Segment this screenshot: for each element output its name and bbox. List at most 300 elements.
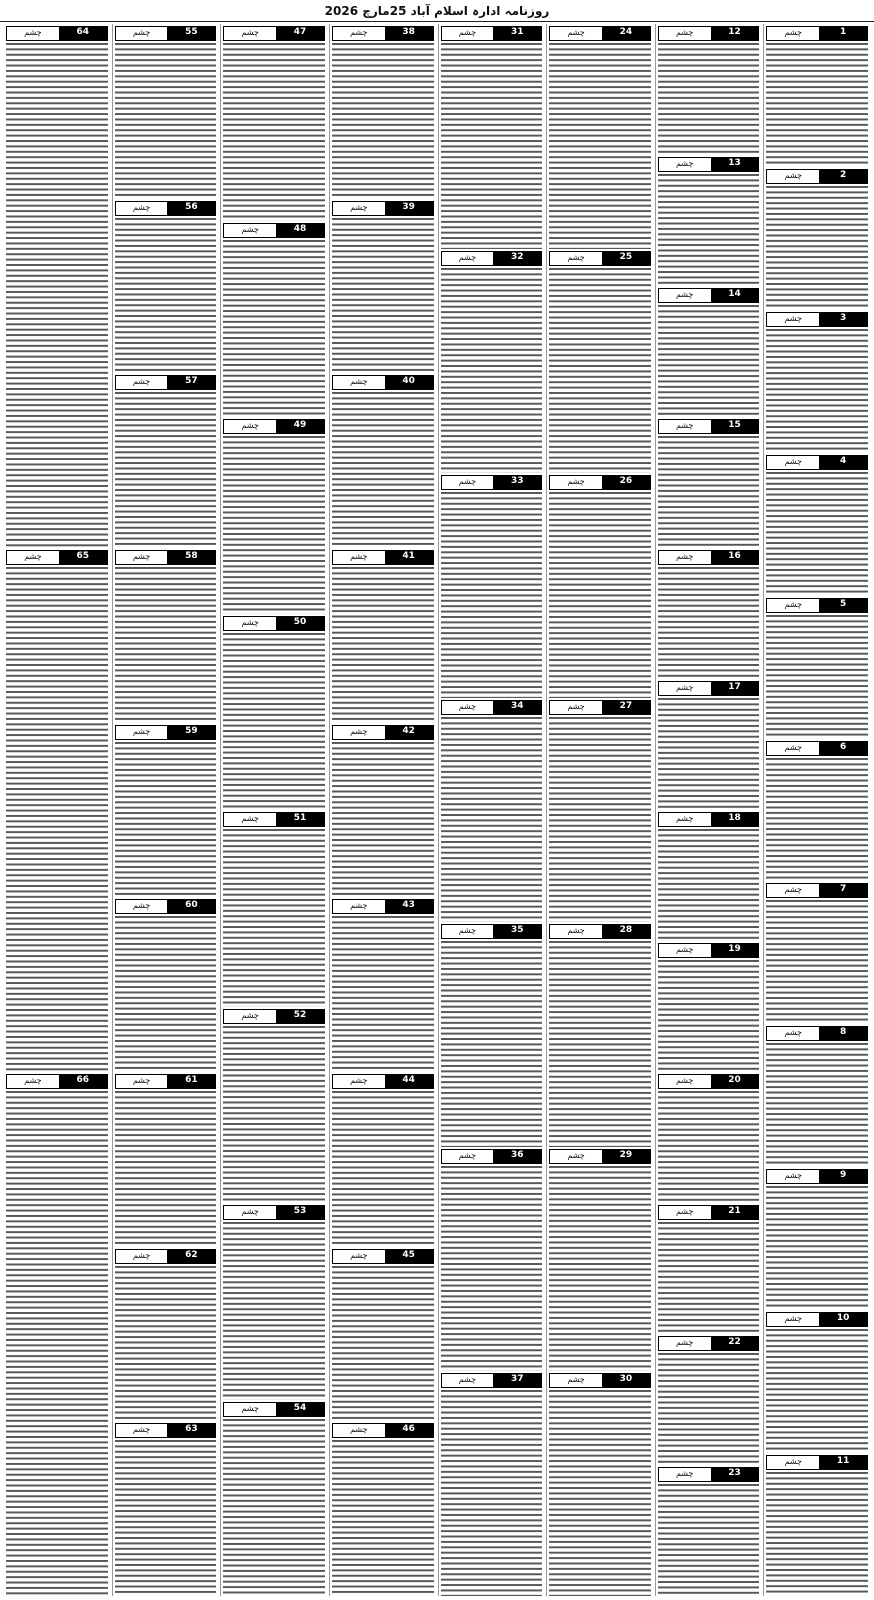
news-item — [766, 1167, 868, 1310]
news-item — [332, 1072, 434, 1247]
item-tag: چشم — [224, 813, 276, 826]
item-number: 46 — [385, 1424, 433, 1437]
news-item — [332, 1421, 434, 1596]
item-number-bar — [766, 169, 868, 184]
item-body-text — [223, 1419, 325, 1597]
item-number: 11 — [819, 1456, 867, 1469]
item-tag: چشم — [7, 551, 59, 564]
item-number-bar — [549, 26, 651, 41]
item-number-bar — [658, 1336, 760, 1351]
item-number: 63 — [167, 1424, 215, 1437]
item-tag: چشم — [767, 313, 819, 326]
item-body-text — [115, 1091, 217, 1247]
item-number-bar — [766, 455, 868, 470]
item-tag: چشم — [116, 551, 168, 564]
item-body-text — [549, 941, 651, 1147]
item-number-bar — [115, 375, 217, 390]
item-number-bar — [658, 288, 760, 303]
item-number-bar — [115, 201, 217, 216]
item-number-bar — [441, 26, 543, 41]
item-number: 55 — [167, 27, 215, 40]
news-item — [658, 286, 760, 417]
item-number: 33 — [493, 476, 541, 489]
item-number: 39 — [385, 202, 433, 215]
item-body-text — [766, 43, 868, 167]
news-item — [658, 941, 760, 1072]
news-item — [549, 249, 651, 474]
item-body-text — [332, 567, 434, 723]
item-number-bar — [658, 943, 760, 958]
item-tag: چشم — [767, 742, 819, 755]
item-body-text — [115, 916, 217, 1072]
item-number: 10 — [819, 1313, 867, 1326]
item-tag: چشم — [767, 1456, 819, 1469]
item-number: 5 — [819, 599, 867, 612]
item-body-text — [332, 218, 434, 374]
news-item — [223, 1400, 325, 1597]
item-tag: چشم — [659, 289, 711, 302]
item-number: 47 — [276, 27, 324, 40]
item-number-bar — [766, 883, 868, 898]
news-item — [766, 310, 868, 453]
news-item — [223, 221, 325, 418]
item-body-text — [441, 941, 543, 1147]
item-tag: چشم — [224, 617, 276, 630]
news-item — [658, 417, 760, 548]
item-body-text — [332, 392, 434, 548]
item-number-bar — [658, 1074, 760, 1089]
item-tag: چشم — [550, 701, 602, 714]
item-number: 27 — [602, 701, 650, 714]
item-body-text — [223, 436, 325, 614]
news-item — [549, 473, 651, 698]
item-number: 57 — [167, 376, 215, 389]
news-item — [115, 373, 217, 548]
news-item — [441, 922, 543, 1147]
news-item — [332, 548, 434, 723]
item-body-text — [223, 829, 325, 1007]
item-tag: چشم — [659, 1206, 711, 1219]
item-number: 26 — [602, 476, 650, 489]
news-item — [658, 155, 760, 286]
item-number-bar — [658, 681, 760, 696]
item-body-text — [766, 758, 868, 882]
item-body-text — [223, 633, 325, 811]
item-body-text — [441, 43, 543, 249]
item-number-bar — [115, 26, 217, 41]
item-body-text — [441, 717, 543, 923]
item-tag: چشم — [767, 1170, 819, 1183]
item-body-text — [766, 472, 868, 596]
item-body-text — [658, 698, 760, 810]
item-number-bar — [766, 1312, 868, 1327]
news-column — [329, 24, 436, 1596]
item-number-bar — [115, 550, 217, 565]
item-body-text — [658, 43, 760, 155]
item-number-bar — [223, 1402, 325, 1417]
item-number: 37 — [493, 1374, 541, 1387]
item-body-text — [332, 1266, 434, 1422]
news-item — [658, 1072, 760, 1203]
item-number: 15 — [711, 420, 759, 433]
item-tag: چشم — [333, 27, 385, 40]
item-number-bar — [441, 700, 543, 715]
news-item — [766, 453, 868, 596]
news-item — [658, 1203, 760, 1334]
news-item — [115, 897, 217, 1072]
item-number: 56 — [167, 202, 215, 215]
news-item — [658, 1465, 760, 1596]
news-item — [223, 1007, 325, 1204]
item-number-bar — [658, 812, 760, 827]
item-number: 58 — [167, 551, 215, 564]
item-tag: چشم — [550, 1374, 602, 1387]
item-number-bar — [115, 1249, 217, 1264]
news-item — [332, 24, 434, 199]
item-tag: چشم — [659, 27, 711, 40]
item-body-text — [115, 1266, 217, 1422]
item-number-bar — [549, 1149, 651, 1164]
page-title: روزنامہ ادارہ اسلام آباد 25مارچ 2026 — [324, 3, 550, 18]
item-tag: چشم — [659, 158, 711, 171]
item-body-text — [766, 186, 868, 310]
news-column — [4, 24, 110, 1596]
item-body-text — [223, 1026, 325, 1204]
item-number: 6 — [819, 742, 867, 755]
item-number-bar — [223, 1009, 325, 1024]
item-number: 16 — [711, 551, 759, 564]
item-number-bar — [441, 475, 543, 490]
item-tag: چشم — [333, 376, 385, 389]
news-item — [658, 1334, 760, 1465]
item-tag: چشم — [767, 1313, 819, 1326]
item-number: 61 — [167, 1075, 215, 1088]
news-item — [766, 167, 868, 310]
page-header — [0, 0, 874, 22]
item-tag: چشم — [7, 27, 59, 40]
item-body-text — [115, 742, 217, 898]
item-tag: چشم — [442, 925, 494, 938]
item-number: 59 — [167, 726, 215, 739]
news-item — [766, 1310, 868, 1453]
item-number: 29 — [602, 1150, 650, 1163]
item-body-text — [332, 1440, 434, 1596]
item-body-text — [766, 329, 868, 453]
news-item — [766, 881, 868, 1024]
news-item — [549, 1371, 651, 1596]
item-body-text — [223, 1222, 325, 1400]
item-number: 12 — [711, 27, 759, 40]
item-number: 28 — [602, 925, 650, 938]
news-item — [223, 417, 325, 614]
item-number-bar — [658, 1467, 760, 1482]
item-number: 22 — [711, 1337, 759, 1350]
item-number-bar — [766, 741, 868, 756]
item-tag: چشم — [767, 599, 819, 612]
item-number-bar — [115, 725, 217, 740]
item-number-bar — [766, 26, 868, 41]
item-tag: چشم — [333, 1075, 385, 1088]
item-body-text — [766, 1043, 868, 1167]
item-number: 35 — [493, 925, 541, 938]
item-tag: چشم — [550, 1150, 602, 1163]
item-body-text — [332, 1091, 434, 1247]
news-item — [115, 723, 217, 898]
item-number: 19 — [711, 944, 759, 957]
news-item — [115, 1072, 217, 1247]
item-number: 62 — [167, 1250, 215, 1263]
item-body-text — [658, 567, 760, 679]
news-item — [332, 1247, 434, 1422]
item-tag: چشم — [116, 376, 168, 389]
item-body-text — [441, 1166, 543, 1372]
item-tag: چشم — [442, 1150, 494, 1163]
item-number: 20 — [711, 1075, 759, 1088]
item-tag: چشم — [116, 1250, 168, 1263]
news-item — [549, 922, 651, 1147]
item-number-bar — [332, 725, 434, 740]
item-number: 65 — [59, 551, 107, 564]
news-item — [332, 199, 434, 374]
news-item — [658, 810, 760, 941]
news-item — [223, 614, 325, 811]
news-item — [766, 739, 868, 882]
item-number-bar — [658, 1205, 760, 1220]
item-body-text — [332, 916, 434, 1072]
news-item — [658, 679, 760, 810]
item-body-text — [766, 1329, 868, 1453]
item-tag: چشم — [333, 551, 385, 564]
item-tag: چشم — [550, 27, 602, 40]
news-item — [223, 24, 325, 221]
news-item — [766, 1453, 868, 1596]
item-body-text — [223, 240, 325, 418]
item-tag: چشم — [659, 944, 711, 957]
item-number: 2 — [819, 170, 867, 183]
item-body-text — [766, 900, 868, 1024]
item-number: 48 — [276, 224, 324, 237]
item-tag: چشم — [442, 252, 494, 265]
item-tag: چشم — [767, 170, 819, 183]
item-number-bar — [6, 1074, 108, 1089]
item-tag: چشم — [116, 900, 168, 913]
item-tag: چشم — [659, 551, 711, 564]
item-body-text — [658, 1484, 760, 1596]
item-number: 7 — [819, 884, 867, 897]
news-item — [441, 24, 543, 249]
item-body-text — [658, 1353, 760, 1465]
item-body-text — [549, 492, 651, 698]
item-tag: چشم — [116, 27, 168, 40]
item-tag: چشم — [7, 1075, 59, 1088]
item-number-bar — [658, 157, 760, 172]
item-number-bar — [441, 1149, 543, 1164]
item-number: 30 — [602, 1374, 650, 1387]
item-tag: چشم — [767, 1027, 819, 1040]
item-number-bar — [223, 26, 325, 41]
news-item — [549, 698, 651, 923]
item-number: 38 — [385, 27, 433, 40]
item-number: 24 — [602, 27, 650, 40]
news-item — [223, 1203, 325, 1400]
news-column — [112, 24, 219, 1596]
item-number-bar — [549, 1373, 651, 1388]
item-tag: چشم — [224, 224, 276, 237]
item-body-text — [441, 1390, 543, 1596]
news-item — [549, 24, 651, 249]
item-number: 31 — [493, 27, 541, 40]
item-number: 60 — [167, 900, 215, 913]
news-item — [6, 1072, 108, 1596]
item-body-text — [332, 742, 434, 898]
item-number: 52 — [276, 1010, 324, 1023]
item-tag: چشم — [659, 682, 711, 695]
news-item — [549, 1147, 651, 1372]
item-tag: چشم — [767, 884, 819, 897]
item-number: 51 — [276, 813, 324, 826]
news-column — [655, 24, 762, 1596]
item-number-bar — [766, 1026, 868, 1041]
item-tag: چشم — [767, 456, 819, 469]
item-number-bar — [223, 616, 325, 631]
news-item — [332, 897, 434, 1072]
item-tag: چشم — [442, 476, 494, 489]
item-number-bar — [549, 700, 651, 715]
item-body-text — [658, 305, 760, 417]
news-column — [546, 24, 653, 1596]
news-item — [115, 548, 217, 723]
item-number: 40 — [385, 376, 433, 389]
item-body-text — [766, 615, 868, 739]
item-number: 14 — [711, 289, 759, 302]
item-body-text — [115, 567, 217, 723]
item-tag: چشم — [442, 1374, 494, 1387]
item-tag: چشم — [550, 925, 602, 938]
item-number-bar — [332, 1249, 434, 1264]
news-column — [438, 24, 545, 1596]
item-body-text — [441, 492, 543, 698]
item-number-bar — [549, 475, 651, 490]
item-tag: چشم — [659, 420, 711, 433]
item-number-bar — [332, 899, 434, 914]
item-number-bar — [332, 1423, 434, 1438]
item-body-text — [549, 1166, 651, 1372]
news-item — [766, 24, 868, 167]
item-body-text — [549, 717, 651, 923]
news-item — [766, 596, 868, 739]
item-tag: چشم — [116, 1424, 168, 1437]
news-item — [766, 1024, 868, 1167]
item-number: 25 — [602, 252, 650, 265]
item-number: 3 — [819, 313, 867, 326]
item-number-bar — [6, 26, 108, 41]
item-tag: چشم — [224, 1010, 276, 1023]
news-item — [332, 373, 434, 548]
item-tag: چشم — [224, 1403, 276, 1416]
item-number: 43 — [385, 900, 433, 913]
item-number: 50 — [276, 617, 324, 630]
item-tag: چشم — [116, 726, 168, 739]
news-item — [115, 24, 217, 199]
news-item — [441, 473, 543, 698]
item-number-bar — [332, 1074, 434, 1089]
item-number: 42 — [385, 726, 433, 739]
item-tag: چشم — [659, 1075, 711, 1088]
item-number: 23 — [711, 1468, 759, 1481]
item-number: 54 — [276, 1403, 324, 1416]
item-number: 45 — [385, 1250, 433, 1263]
item-tag: چشم — [116, 202, 168, 215]
item-tag: چشم — [333, 202, 385, 215]
item-body-text — [441, 268, 543, 474]
item-number-bar — [658, 419, 760, 434]
news-item — [6, 548, 108, 1072]
news-column — [220, 24, 327, 1596]
item-body-text — [658, 829, 760, 941]
item-number-bar — [332, 375, 434, 390]
item-number: 36 — [493, 1150, 541, 1163]
item-number-bar — [766, 1169, 868, 1184]
item-body-text — [6, 567, 108, 1072]
news-item — [658, 548, 760, 679]
item-body-text — [658, 960, 760, 1072]
item-number: 41 — [385, 551, 433, 564]
item-number-bar — [223, 419, 325, 434]
item-number: 32 — [493, 252, 541, 265]
item-number: 8 — [819, 1027, 867, 1040]
item-number-bar — [6, 550, 108, 565]
item-number-bar — [549, 924, 651, 939]
item-number-bar — [766, 598, 868, 613]
item-body-text — [6, 43, 108, 548]
news-item — [332, 723, 434, 898]
item-number-bar — [441, 251, 543, 266]
item-number-bar — [115, 1074, 217, 1089]
item-tag: چشم — [333, 900, 385, 913]
item-body-text — [332, 43, 434, 199]
item-number: 34 — [493, 701, 541, 714]
item-number-bar — [441, 1373, 543, 1388]
item-number-bar — [332, 26, 434, 41]
news-item — [115, 1421, 217, 1596]
item-number-bar — [549, 251, 651, 266]
item-tag: چشم — [224, 1206, 276, 1219]
item-tag: چشم — [659, 813, 711, 826]
item-tag: چشم — [224, 27, 276, 40]
item-body-text — [658, 1091, 760, 1203]
item-number: 66 — [59, 1075, 107, 1088]
item-number-bar — [223, 812, 325, 827]
item-number-bar — [658, 26, 760, 41]
item-tag: چشم — [116, 1075, 168, 1088]
item-number: 17 — [711, 682, 759, 695]
item-tag: چشم — [767, 27, 819, 40]
item-tag: چشم — [333, 1250, 385, 1263]
item-body-text — [549, 268, 651, 474]
item-tag: چشم — [224, 420, 276, 433]
item-number: 44 — [385, 1075, 433, 1088]
news-item — [115, 199, 217, 374]
item-number: 49 — [276, 420, 324, 433]
item-number: 9 — [819, 1170, 867, 1183]
item-body-text — [115, 218, 217, 374]
item-number-bar — [766, 312, 868, 327]
item-tag: چشم — [333, 726, 385, 739]
item-tag: چشم — [550, 252, 602, 265]
item-number-bar — [223, 1205, 325, 1220]
item-body-text — [658, 174, 760, 286]
item-number: 21 — [711, 1206, 759, 1219]
